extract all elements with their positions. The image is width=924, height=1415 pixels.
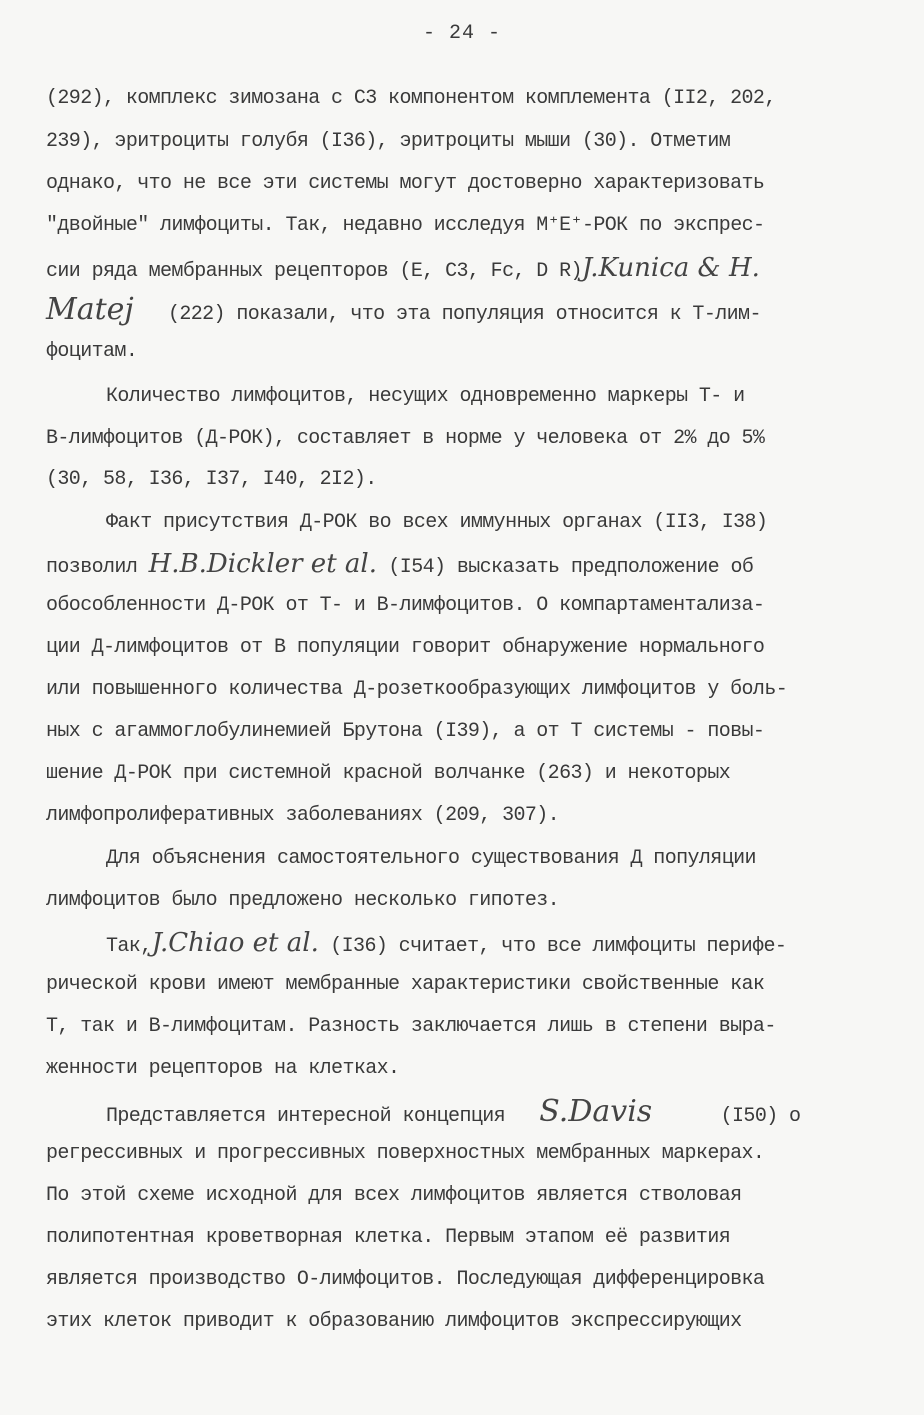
text-line: ных с агаммоглобулинемией Брутона (I39), а от Т системы - повы- bbox=[46, 720, 765, 743]
handwritten-authors: H.B.Dickler et al. bbox=[148, 549, 377, 579]
text-line: обособленности Д-РОК от Т- и В-лимфоцитов. О компартаментализа- bbox=[46, 594, 765, 617]
handwritten-authors: J.Kunica & H. bbox=[581, 253, 760, 283]
handwritten-author: S.Davis bbox=[539, 1094, 653, 1129]
text-line: лимфопролиферативных заболеваниях (209, 307). bbox=[46, 804, 560, 827]
page-number: - 24 - bbox=[422, 22, 501, 45]
text-line bbox=[46, 292, 761, 329]
text-segment: Так, bbox=[106, 935, 152, 958]
text-line: (30, 58, I36, I37, I40, 2I2). bbox=[46, 468, 377, 491]
text-segment: (I36) считает, что все лимфоциты перифе- bbox=[330, 935, 787, 958]
text-segment: сии ряда мембранных рецепторов (E, C3, Fc, D R) bbox=[46, 260, 582, 283]
text-line: или повышенного количества Д-розеткообразующих лимфоцитов у боль- bbox=[46, 678, 788, 701]
text-line: (292), комплекс зимозана с С3 компонентом комплемента (II2, 202, bbox=[46, 87, 776, 110]
text-line: Для объяснения самостоятельного существования Д популяции bbox=[106, 847, 756, 870]
text-line: В-лимфоцитов (Д-РОК), составляет в норме у человека от 2% до 5% bbox=[46, 427, 765, 450]
text-segment: (222) показали, что эта популяция относится к Т-лим- bbox=[167, 303, 761, 326]
text-segment: (I50) о bbox=[720, 1105, 801, 1128]
text-line bbox=[46, 550, 753, 582]
text-line: регрессивных и прогрессивных поверхностных мембранных маркерах. bbox=[46, 1142, 765, 1165]
text-line: является производство О-лимфоцитов. Последующая дифференцировка bbox=[46, 1268, 765, 1291]
text-line: рической крови имеют мембранные характеристики свойственные как bbox=[46, 973, 765, 996]
text-line: однако, что не все эти системы могут достоверно характеризовать bbox=[46, 172, 765, 195]
text-line: "двойные" лимфоциты. Так, недавно исследуя М⁺Е⁺-РОК по экспрес- bbox=[46, 214, 765, 237]
text-line: шение Д-РОК при системной красной волчанке (263) и некоторых bbox=[46, 762, 731, 785]
text-line bbox=[46, 254, 760, 286]
text-line: полипотентная кроветворная клетка. Первым этапом её развития bbox=[46, 1226, 731, 1249]
text-line bbox=[106, 929, 786, 961]
text-line: женности рецепторов на клетках. bbox=[46, 1057, 400, 1080]
text-line: Т, так и В-лимфоцитам. Разность заключается лишь в степени выра- bbox=[46, 1015, 776, 1038]
text-segment: Представляется интересной концепция bbox=[106, 1105, 506, 1128]
text-line: 239), эритроциты голубя (I36), эритроциты мыши (30). Отметим bbox=[46, 130, 731, 153]
text-segment: позволил bbox=[46, 556, 138, 579]
text-line: этих клеток приводит к образованию лимфоцитов экспрессирующих bbox=[46, 1310, 742, 1333]
text-line bbox=[106, 1094, 801, 1131]
text-line: фоцитам. bbox=[46, 340, 138, 363]
text-line: По этой схеме исходной для всех лимфоцитов является стволовая bbox=[46, 1184, 742, 1207]
text-line: лимфоцитов было предложено несколько гипотез. bbox=[46, 889, 560, 912]
text-line: Факт присутствия Д-РОК во всех иммунных органах (II3, I38) bbox=[106, 511, 768, 534]
handwritten-author: Matej bbox=[46, 292, 134, 327]
text-line: Количество лимфоцитов, несущих одновременно маркеры Т- и bbox=[106, 385, 745, 408]
text-segment: (I54) высказать предположение об bbox=[388, 556, 754, 579]
handwritten-authors: J.Chiao et al. bbox=[151, 928, 319, 958]
text-line: ции Д-лимфоцитов от В популяции говорит обнаружение нормального bbox=[46, 636, 765, 659]
